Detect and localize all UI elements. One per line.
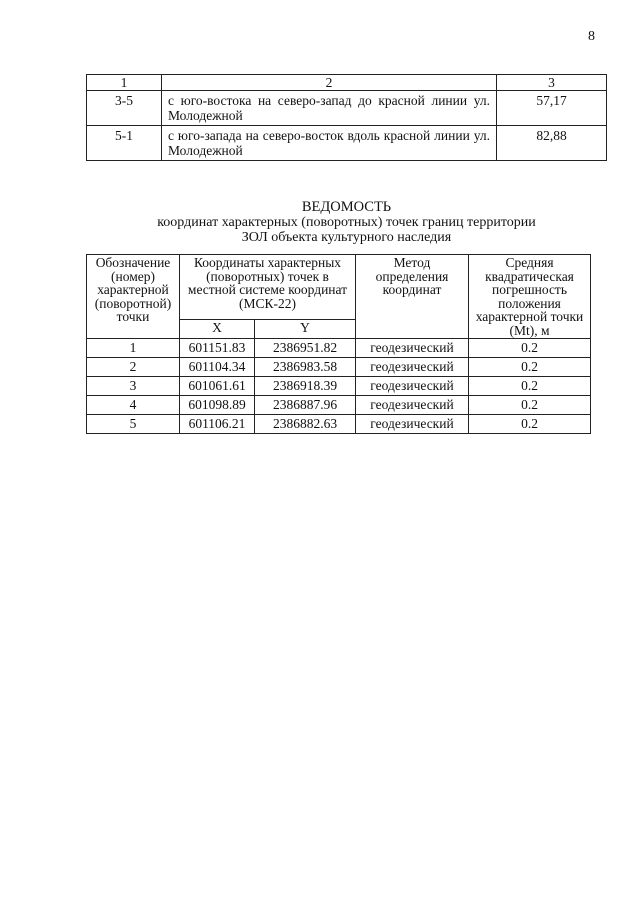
header-method: Метод определения координат — [356, 255, 469, 339]
coord-x: 601106.21 — [180, 415, 255, 434]
point-number: 1 — [87, 339, 180, 358]
header-mean-error: Средняя квадратическая погрешность положения характерной точки (Mt), м — [469, 255, 591, 339]
coord-y: 2386951.82 — [255, 339, 356, 358]
coord-y: 2386887.96 — [255, 396, 356, 415]
segment-id: 5-1 — [87, 126, 162, 161]
coord-x: 601061.61 — [180, 377, 255, 396]
method: геодезический — [356, 415, 469, 434]
coord-x: 601151.83 — [180, 339, 255, 358]
coord-x: 601104.34 — [180, 358, 255, 377]
coord-y: 2386983.58 — [255, 358, 356, 377]
mean-error: 0.2 — [469, 396, 591, 415]
header-coordinates: Координаты характерных (поворотных) точек в местной системе координат (МСК-22) — [180, 255, 356, 320]
coord-y: 2386882.63 — [255, 415, 356, 434]
coord-y: 2386918.39 — [255, 377, 356, 396]
statement-subtitle-line-1: координат характерных (поворотных) точек границ территории — [157, 215, 536, 230]
segments-header-col-2: 2 — [162, 75, 497, 91]
statement-subtitle-line-2: ЗОЛ объекта культурного наследия — [241, 230, 452, 245]
segment-description: с юго-запада на северо-восток вдоль красной линии ул. Молодежной — [162, 126, 497, 161]
coords-header-row — [87, 255, 591, 320]
table-row — [87, 377, 591, 396]
point-number: 3 — [87, 377, 180, 396]
method: геодезический — [356, 396, 469, 415]
segment-length: 57,17 — [497, 91, 607, 126]
segments-table — [86, 74, 607, 161]
header-y: Y — [255, 320, 356, 339]
table-row — [87, 126, 607, 161]
table-row — [87, 415, 591, 434]
statement-title: ВЕДОМОСТЬ — [301, 199, 392, 215]
coordinates-table — [86, 254, 591, 434]
page-number: 8 — [588, 29, 595, 44]
point-number: 4 — [87, 396, 180, 415]
segment-id: 3-5 — [87, 91, 162, 126]
point-number: 2 — [87, 358, 180, 377]
table-row — [87, 91, 607, 126]
mean-error: 0.2 — [469, 377, 591, 396]
table-row — [87, 358, 591, 377]
segment-length: 82,88 — [497, 126, 607, 161]
point-number: 5 — [87, 415, 180, 434]
statement-title-block — [86, 199, 607, 245]
table-row — [87, 339, 591, 358]
segments-header-col-3: 3 — [497, 75, 607, 91]
method: геодезический — [356, 339, 469, 358]
mean-error: 0.2 — [469, 339, 591, 358]
segment-description: с юго-востока на северо-запад до красной линии ул. Молодежной — [162, 91, 497, 126]
header-x: X — [180, 320, 255, 339]
coord-x: 601098.89 — [180, 396, 255, 415]
segments-header-row — [87, 75, 607, 91]
table-row — [87, 396, 591, 415]
mean-error: 0.2 — [469, 358, 591, 377]
header-point-designation: Обозначение (номер) характерной (поворотной) точки — [87, 255, 180, 339]
mean-error: 0.2 — [469, 415, 591, 434]
method: геодезический — [356, 377, 469, 396]
method: геодезический — [356, 358, 469, 377]
segments-header-col-1: 1 — [87, 75, 162, 91]
